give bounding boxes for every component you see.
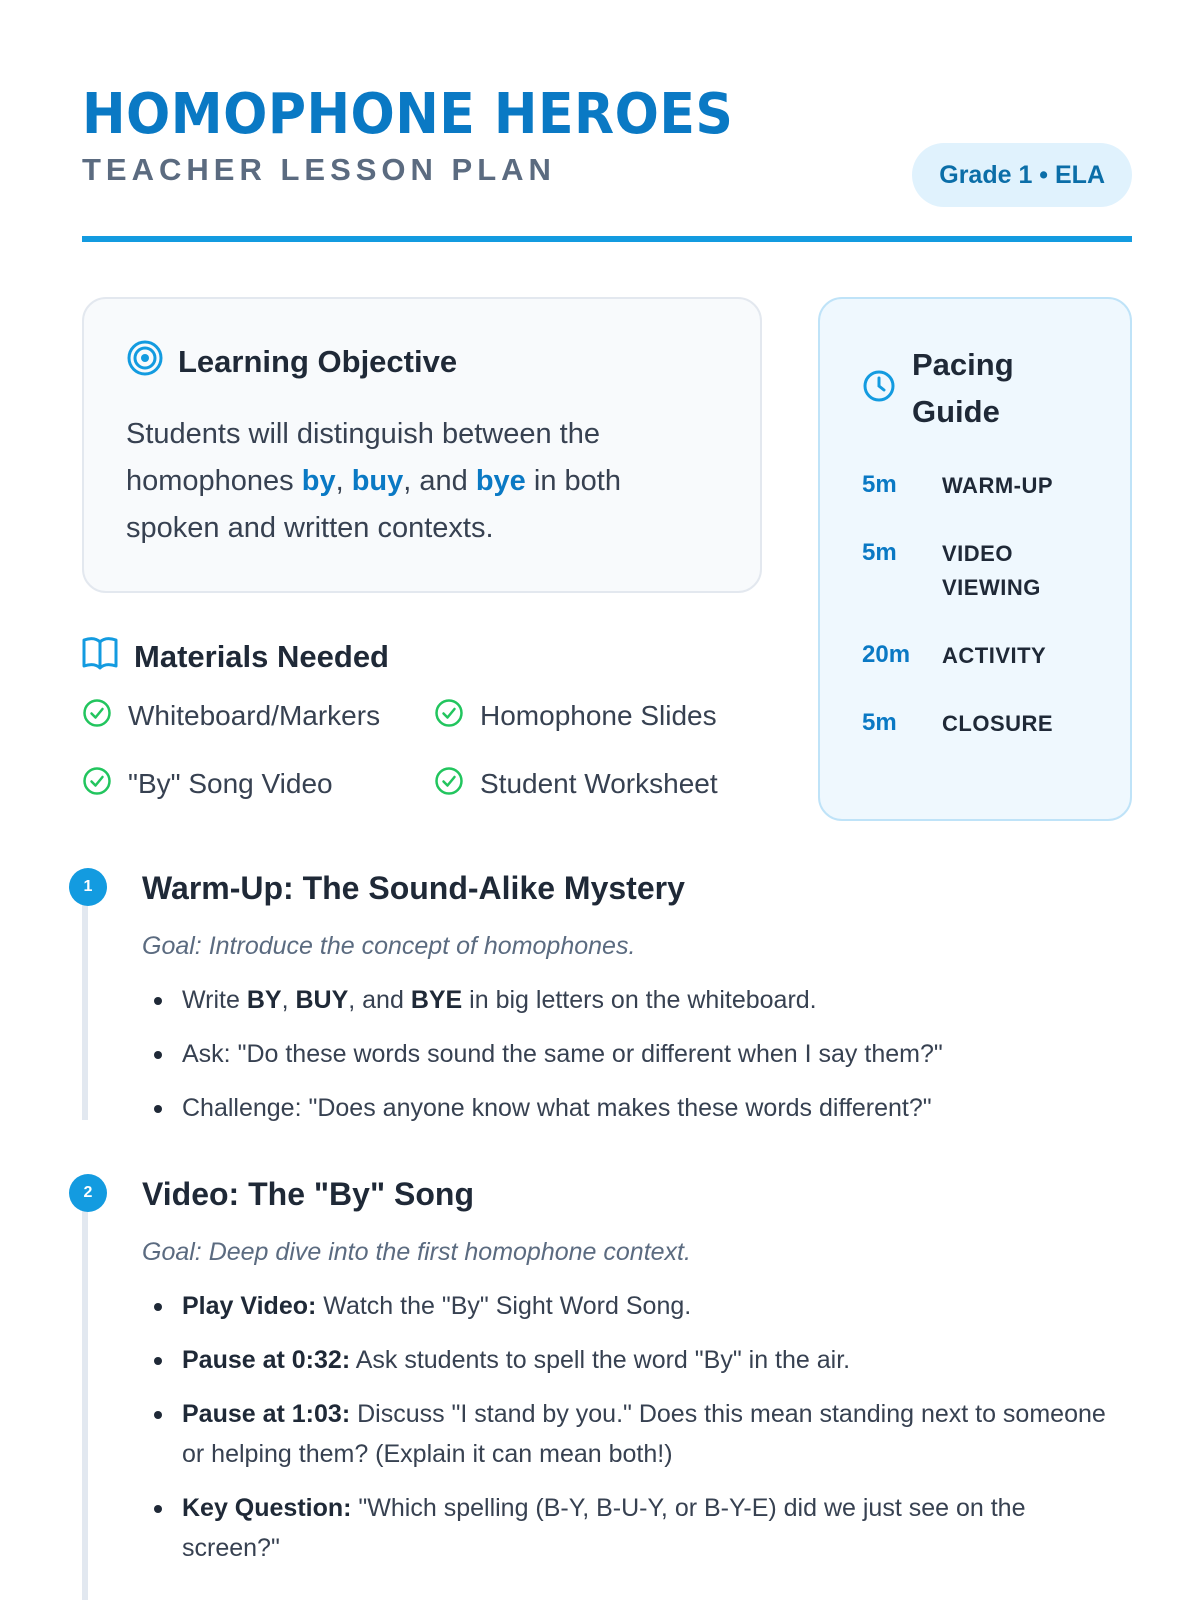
homophone-by: by	[301, 465, 336, 497]
pacing-guide-card	[818, 297, 1132, 821]
check-circle-icon	[434, 698, 464, 735]
pacing-row	[862, 537, 1130, 605]
target-icon	[126, 339, 164, 385]
list-item: Play Video: Watch the "By" Sight Word Song.	[182, 1286, 1112, 1326]
section-title: Video: The "By" Song	[142, 1176, 474, 1212]
list-item: Write BY, BUY, and BYE in big letters on the whiteboard.	[182, 980, 1112, 1020]
material-item: Homophone Slides	[434, 700, 762, 732]
check-circle-icon	[82, 698, 112, 735]
list-item: Pause at 1:03: Discuss "I stand by you." Does this mean standing next to someone or helping them? (Explain it can mean both!)	[182, 1394, 1112, 1474]
check-circle-icon	[82, 766, 112, 803]
homophone-bye: bye	[475, 465, 526, 497]
step-number-badge: 2	[69, 1174, 107, 1212]
step-number-badge: 1	[69, 868, 107, 906]
pacing-list	[862, 469, 1130, 741]
list-item: Pause at 0:32: Ask students to spell the word "By" in the air.	[182, 1340, 1112, 1380]
learning-objective-text: Students will distinguish between the homophones by, buy, and bye in both spoken and written contexts.	[126, 418, 621, 544]
pacing-row	[862, 639, 1130, 673]
section-bullets	[182, 1286, 1112, 1582]
grade-badge: Grade 1 • ELA	[912, 143, 1132, 207]
materials-heading	[82, 636, 389, 678]
list-item: Key Question: "Which spelling (B-Y, B-U-Y, or B-Y-E) did we just see on the screen?"	[182, 1488, 1112, 1568]
homophone-buy: buy	[351, 465, 404, 497]
check-circle-icon	[434, 766, 464, 803]
pacing-time: 5m	[862, 539, 897, 566]
pacing-time: 5m	[862, 471, 897, 498]
pacing-guide-title: Pacing Guide	[912, 347, 1014, 429]
section-title: Warm-Up: The Sound-Alike Mystery	[142, 870, 685, 906]
materials-title: Materials Needed	[134, 639, 389, 674]
clock-icon	[862, 369, 896, 408]
material-item: Whiteboard/Markers	[82, 700, 434, 732]
learning-objective-title: Learning Objective	[178, 344, 458, 379]
list-item: Ask: "Do these words sound the same or different when I say them?"	[182, 1034, 1112, 1074]
pacing-row	[862, 707, 1130, 741]
page-title: HOMOPHONE HEROES	[82, 82, 734, 147]
pacing-label: WARM-UP	[942, 473, 1054, 498]
learning-objective-heading	[126, 339, 718, 385]
materials-list	[82, 700, 762, 800]
section-goal: Goal: Deep dive into the first homophone context.	[142, 1238, 691, 1266]
lesson-plan-page	[82, 0, 1132, 1600]
section-bullets	[182, 980, 1112, 1142]
page-subtitle: TEACHER LESSON PLAN	[82, 152, 556, 187]
list-item: Challenge: "Does anyone know what makes these words different?"	[182, 1088, 1112, 1128]
pacing-label: VIDEO VIEWING	[942, 541, 1041, 600]
pacing-label: CLOSURE	[942, 711, 1054, 736]
pacing-row	[862, 469, 1130, 503]
lesson-section-warm-up	[82, 868, 1132, 1130]
timeline-line	[82, 888, 88, 1120]
pacing-guide-heading	[862, 341, 1130, 435]
timeline-line	[82, 1194, 88, 1600]
pacing-time: 5m	[862, 709, 897, 736]
lesson-section-video	[82, 1174, 1132, 1600]
learning-objective-card	[82, 297, 762, 593]
book-icon	[82, 636, 118, 678]
header-divider	[82, 236, 1132, 242]
material-item: "By" Song Video	[82, 768, 434, 800]
pacing-label: ACTIVITY	[942, 643, 1047, 668]
section-goal: Goal: Introduce the concept of homophones.	[142, 932, 636, 960]
material-item: Student Worksheet	[434, 768, 762, 800]
pacing-time: 20m	[862, 641, 911, 668]
